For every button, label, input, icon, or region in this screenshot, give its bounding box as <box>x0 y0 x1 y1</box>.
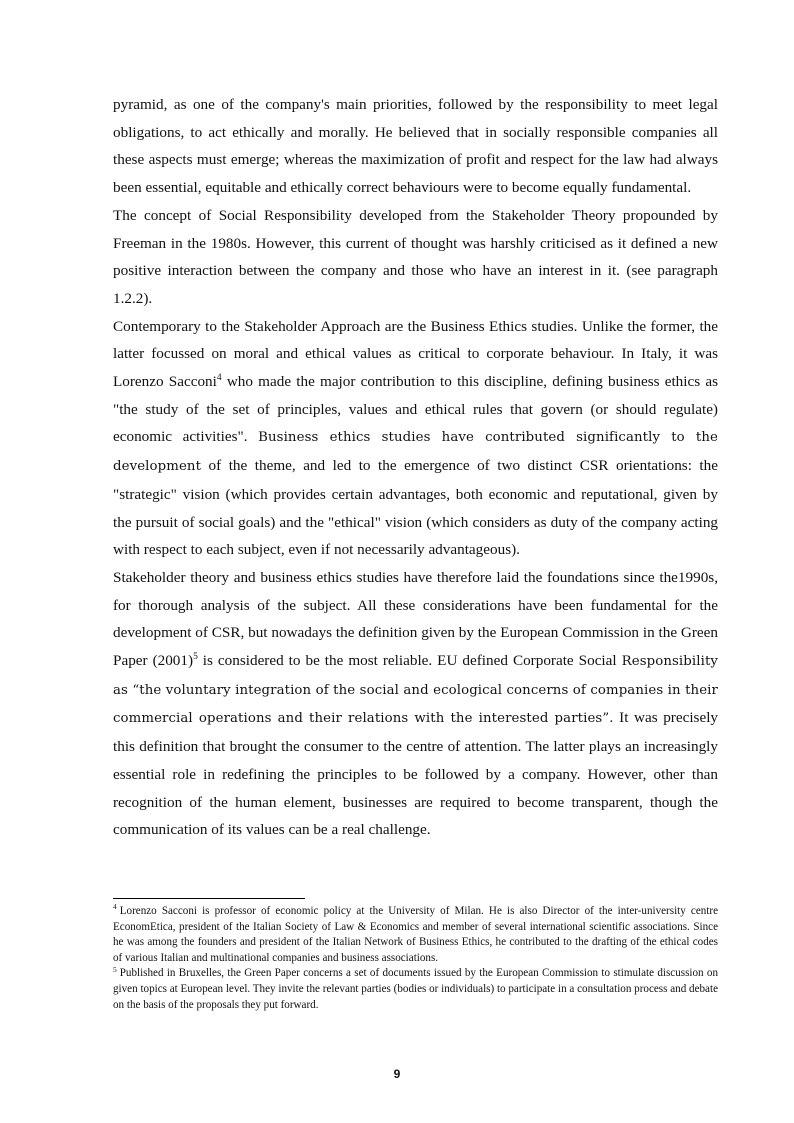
paragraph-text: The concept of Social Responsibility developed from the Stakeholder Theory propounded by Freeman in the 1980s. However, this current of thought was harshly criticised as it defined a new positive interaction between the company and those who have an interest in it. (see paragraph 1.2.2). <box>113 206 718 307</box>
paragraph <box>113 91 718 202</box>
footnote <box>113 966 718 1013</box>
paragraph-text: is considered to be the most reliable. EU defined Corporate Social <box>197 652 622 670</box>
paragraph-text-alt-font: Responsibility as “the voluntary integration of the social and ecological concerns of companies in their commercial operations and their relations with the interested parties”. <box>113 654 718 727</box>
page-number: 9 <box>393 1067 401 1081</box>
paragraph-text: Stakeholder theory and business ethics studies have therefore laid the foundations since the1990s, for thorough analysis of the subject. All these considerations have been fundamental for the development of CSR, but nowadays the definition given by the European Commission in the Green Paper (2001) <box>113 568 718 670</box>
paragraph <box>113 202 718 313</box>
footnote-text: Published in Bruxelles, the Green Paper concerns a set of documents issued by the European Commission to stimulate discussion on given topics at European level. They invite the relevant parties (bodies or individuals) to participate in a consultation process and debate on the basis of the proposals they put forward. <box>113 967 718 1011</box>
paragraph-text: of the theme, and led to the emergence of two distinct CSR orientations: the "strategic" vision (which provides certain advantages, both economic and reputational, given by the pursuit of social goals) and the "ethical" vision (which considers as duty of the company acting with respect to each subject, even if not necessarily advantageous). <box>113 457 718 559</box>
body-text <box>113 91 718 844</box>
paragraph-text-alt-font: Business ethics studies have contributed significantly to the development <box>113 430 719 475</box>
footnote <box>113 904 718 966</box>
paragraph-text: It was precisely this definition that brought the consumer to the centre of attention. The latter plays an increasingly essential role in redefining the principles to be followed by a company. However, other than recognition of the human element, businesses are required to become transparent, though the communication of its values can be a real challenge. <box>113 709 719 839</box>
footnote-marker: 5 <box>113 964 117 974</box>
footnote-marker: 4 <box>113 902 117 912</box>
footnote-separator <box>113 898 305 899</box>
paragraph-text: Contemporary to the Stakeholder Approach are the Business Ethics studies. Unlike the former, the latter focussed on moral and ethical values as critical to corporate behaviour. In Italy, it was Lorenzo Sacconi <box>113 317 718 391</box>
paragraph-text: who made the major contribution to this discipline, defining business ethics as "the study of the set of principles, values and ethical rules that govern (or should regulate) economic activities". <box>113 373 718 446</box>
footnote-reference: 5 <box>193 652 198 662</box>
footnote-text: Lorenzo Sacconi is professor of economic policy at the University of Milan. He is also Director of the inter-university centre EconomEtica, president of the Italian Society of Law & Economics and member of several international scientific associations. Since he was among the founders and president of the Italian Network of Business Ethics, he contributed to the drafting of the ethical codes of various Italian and multinational companies and business associations. <box>113 905 718 964</box>
paragraph <box>113 313 718 564</box>
paragraph-text: pyramid, as one of the company's main priorities, followed by the responsibility to meet legal obligations, to act ethically and morally. He believed that in socially responsible companies all these aspects must emerge; whereas the maximization of profit and respect for the law had always been essential, equitable and ethically correct behaviours were to become equally fundamental. <box>113 96 718 197</box>
footnotes <box>113 904 718 1013</box>
paragraph <box>113 564 718 844</box>
footnote-reference: 4 <box>216 372 222 383</box>
